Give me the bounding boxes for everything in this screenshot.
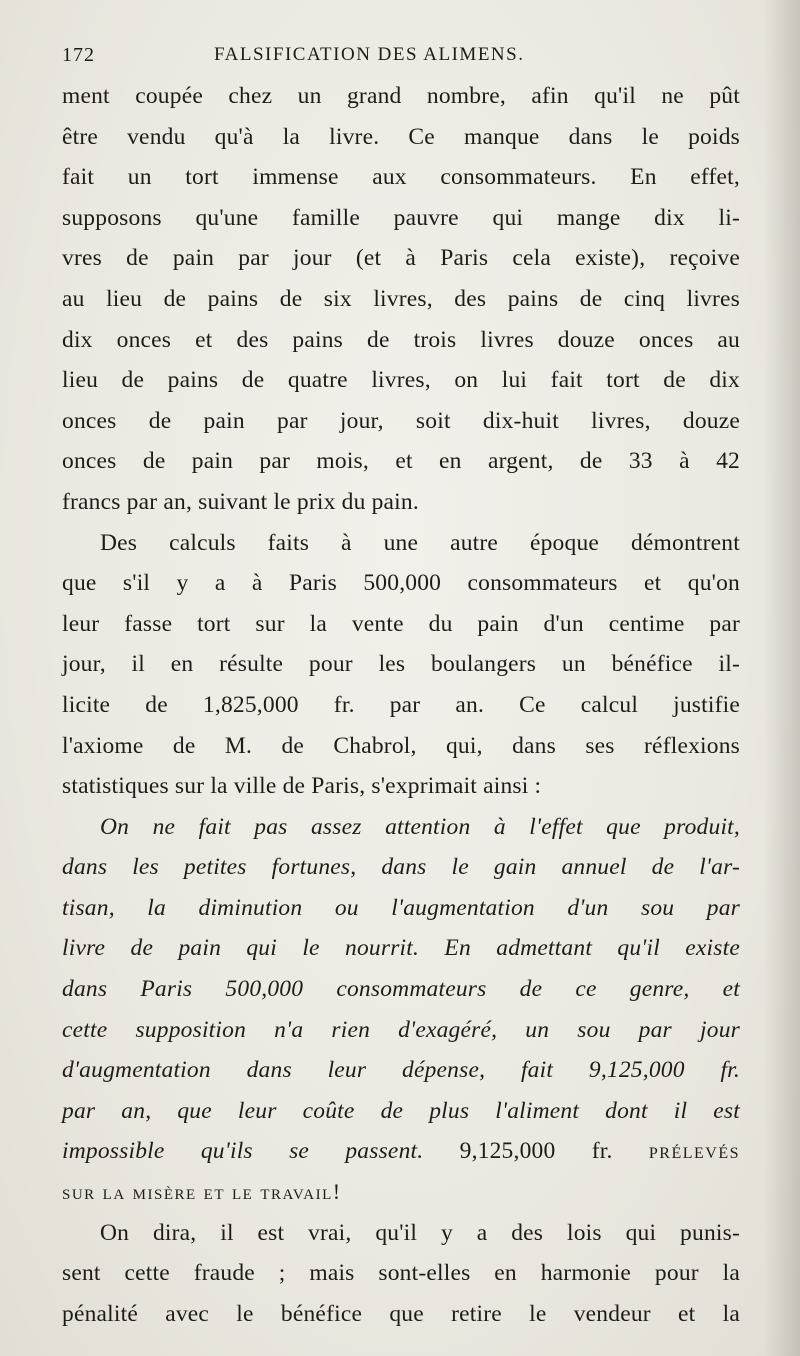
text-line: licite de 1,825,000 fr. par an. Ce calcul justifie <box>62 691 740 718</box>
quote-line: livre de pain qui le nourrit. En admettant qu'il existe <box>62 935 740 962</box>
quote-line: dans les petites fortunes, dans le gain annuel de l'ar- <box>62 854 740 881</box>
quote-roman-segment: 9,125,000 fr. <box>423 1138 649 1165</box>
text-line: pénalité avec le bénéfice que retire le vendeur et la <box>62 1300 740 1327</box>
body-text <box>62 76 740 1334</box>
text-line: francs par an, suivant le prix du pain. <box>62 488 419 515</box>
small-caps-segment: prélevés <box>648 1138 740 1165</box>
quote-line: On ne fait pas assez attention à l'effet que produit, <box>100 813 740 840</box>
text-line: dix onces et des pains de trois livres douze onces au <box>62 326 740 353</box>
quote-italic-segment: impossible qu'ils se passent. <box>62 1138 424 1165</box>
small-caps-segment: sur la misère et le travail! <box>62 1179 342 1205</box>
text-line: leur fasse tort sur la vente du pain d'un centime par <box>62 610 740 637</box>
text-line: jour, il en résulte pour les boulangers un bénéfice il- <box>62 651 740 678</box>
small-caps-line <box>62 1172 740 1213</box>
text-line: onces de pain par jour, soit dix-huit livres, douze <box>62 407 740 434</box>
text-line: supposons qu'une famille pauvre qui mange dix li- <box>62 204 740 231</box>
text-line: On dira, il est vrai, qu'il y a des lois qui punis- <box>100 1219 740 1246</box>
quote-line: dans Paris 500,000 consommateurs de ce genre, et <box>62 976 740 1003</box>
running-head: FALSIFICATION DES ALIMENS. <box>214 44 525 65</box>
text-line: que s'il y a à Paris 500,000 consommateurs et qu'on <box>62 570 740 597</box>
page-header <box>62 44 752 78</box>
quote-line: tisan, la diminution ou l'augmentation d'un sou par <box>62 894 740 921</box>
page-edge-shadow <box>764 0 800 1356</box>
quote-line: par an, que leur coûte de plus l'aliment dont il est <box>62 1097 740 1124</box>
text-line: lieu de pains de quatre livres, on lui fait tort de dix <box>62 367 740 394</box>
text-line: vres de pain par jour (et à Paris cela existe), reçoive <box>62 245 740 272</box>
quote-line-mixed <box>62 1131 740 1172</box>
text-line: fait un tort immense aux consommateurs. En effet, <box>62 164 740 191</box>
text-line: statistiques sur la ville de Paris, s'exprimait ainsi : <box>62 773 542 800</box>
text-line: l'axiome de M. de Chabrol, qui, dans ses réflexions <box>62 732 740 759</box>
text-line: être vendu qu'à la livre. Ce manque dans le poids <box>62 123 740 150</box>
text-line: ment coupée chez un grand nombre, afin qu'il ne pût <box>62 83 740 109</box>
text-line: Des calculs faits à une autre époque démontrent <box>100 529 740 556</box>
text-line: sent cette fraude ; mais sont-elles en harmonie pour la <box>62 1260 740 1287</box>
page-number: 172 <box>62 44 95 66</box>
quote-line: cette supposition n'a rien d'exagéré, un sou par jour <box>62 1016 740 1043</box>
quote-line: d'augmentation dans leur dépense, fait 9,125,000 fr. <box>62 1057 740 1084</box>
text-line: onces de pain par mois, et en argent, de 33 à 42 <box>62 448 740 475</box>
text-line: au lieu de pains de six livres, des pains de cinq livres <box>62 285 740 312</box>
